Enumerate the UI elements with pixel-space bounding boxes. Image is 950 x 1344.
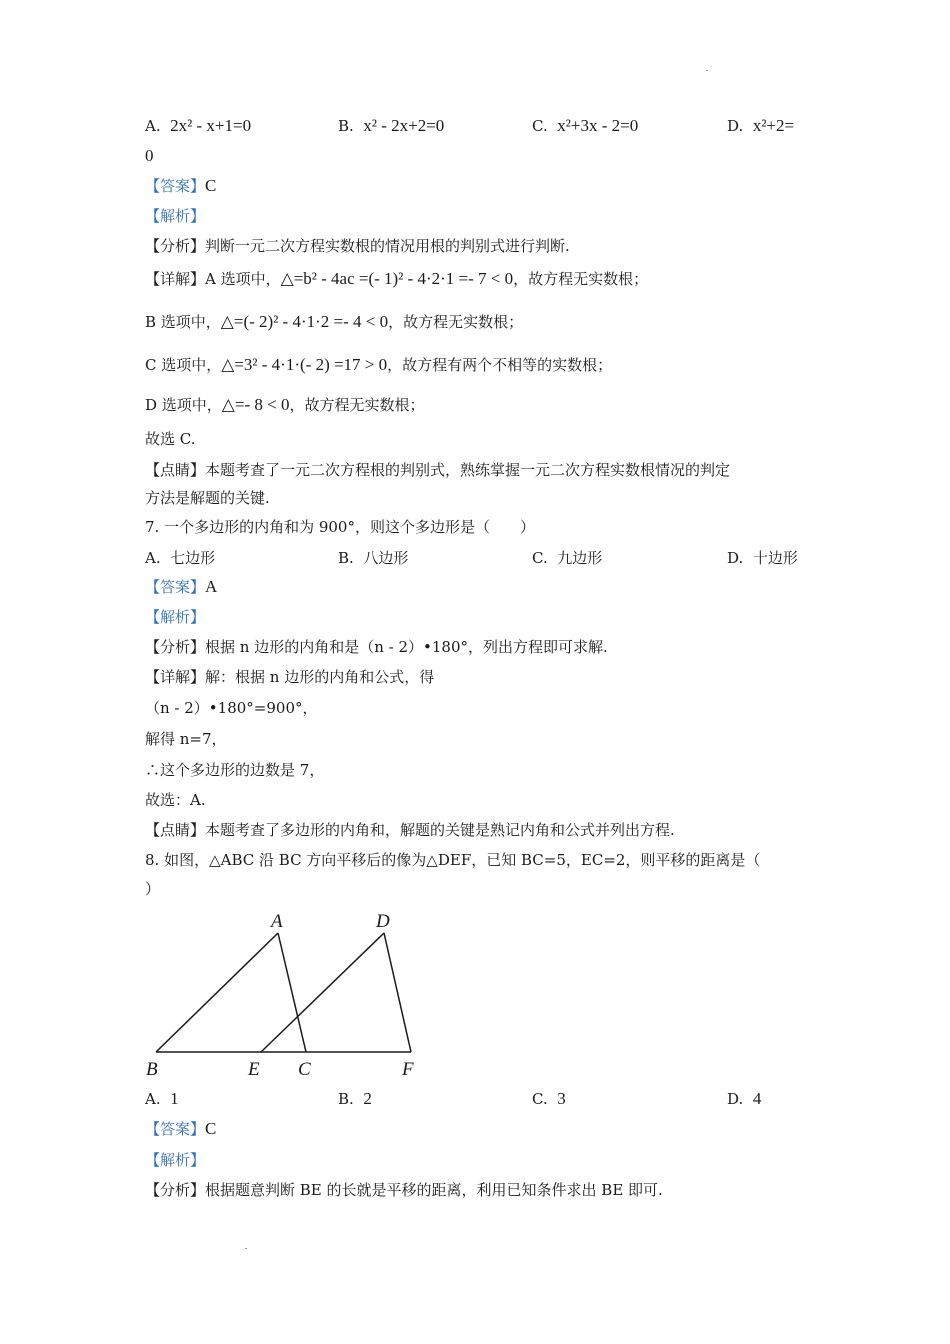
answer-tag: 【答案】 <box>145 578 206 596</box>
option-text: 2x² - x+1=0 <box>170 116 252 135</box>
q7-dianjing-line <box>145 820 675 840</box>
scan-dot <box>706 70 708 71</box>
option-text: x²+3x - 2=0 <box>557 116 639 135</box>
q8-stem-line-2: ） <box>145 880 161 898</box>
answer-value: C <box>205 1119 217 1138</box>
q6-detail-a <box>145 269 648 289</box>
discriminant-formula: △=- 8 < 0 <box>221 395 290 414</box>
q8-stem-line-1: 8. 如图，△ABC 沿 BC 方向平移后的像为△DEF，已知 BC=5，EC=2，则平移的距离是（ <box>145 851 761 869</box>
option-label: C. <box>532 117 548 135</box>
segment-df <box>384 933 411 1052</box>
translation-figure <box>140 905 430 1085</box>
option-label: A. <box>145 117 161 135</box>
option-label: A. <box>145 549 161 567</box>
option-text: 九边形 <box>557 549 603 567</box>
fenxi-text: 根据题意判断 BE 的长就是平移的距离，利用已知条件求出 BE 即可. <box>205 1181 663 1199</box>
option-text: x² - 2x+2=0 <box>363 116 445 135</box>
q7-step-2: 解得 n=7， <box>145 730 227 748</box>
vertex-label-e: E <box>248 1059 260 1080</box>
vertex-label-f: F <box>402 1059 414 1080</box>
detail-prefix: C 选项中， <box>145 356 222 374</box>
discriminant-formula: △=b² - 4ac =(- 1)² - 4·2·1 =- 7 < 0 <box>280 269 514 288</box>
option-label: C. <box>532 1090 548 1108</box>
dianjing-text: 本题考查了一元二次方程根的判别式，熟练掌握一元二次方程实数根情况的判定 <box>205 461 731 479</box>
q7-xiangjie-line <box>145 667 434 687</box>
vertex-label-b: B <box>146 1059 158 1080</box>
q6-option-d <box>727 116 794 136</box>
q6-dianjing-line-1 <box>145 460 730 480</box>
answer-tag: 【答案】 <box>145 177 206 195</box>
answer-value: A <box>205 577 218 596</box>
q6-conclusion: 故选 C. <box>145 430 196 448</box>
dianjing-tag: 【点睛】 <box>145 461 206 479</box>
q7-conclusion: 故选：A. <box>145 791 206 809</box>
option-text: 4 <box>752 1089 762 1108</box>
detail-suffix: ，故方程有两个不相等的实数根； <box>387 356 613 374</box>
q7-stem: 7. 一个多边形的内角和为 900°，则这个多边形是（ ） <box>145 518 535 536</box>
detail-prefix: D 选项中， <box>145 396 222 414</box>
option-label: D. <box>727 117 744 135</box>
q6-option-c <box>532 116 638 136</box>
q6-option-d-wrap: 0 <box>145 146 154 165</box>
xiangjie-tag: 【详解】 <box>145 668 206 686</box>
detail-suffix: ，故方程无实数根； <box>513 270 649 288</box>
q6-dianjing-line-2: 方法是解题的关键. <box>145 489 270 507</box>
option-text: 八边形 <box>363 549 409 567</box>
option-text: 1 <box>170 1089 179 1108</box>
dianjing-tag: 【点睛】 <box>145 821 206 839</box>
discriminant-formula: △=(- 2)² - 4·1·2 =- 4 < 0 <box>220 312 389 331</box>
fenxi-tag: 【分析】 <box>145 237 206 255</box>
vertex-label-a: A <box>271 911 283 932</box>
q7-step-1: （n - 2）•180°=900°， <box>145 699 318 717</box>
detail-suffix: ，故方程无实数根； <box>289 396 425 414</box>
fenxi-tag: 【分析】 <box>145 638 206 656</box>
discriminant-formula: △=3² - 4·1·(- 2) =17 > 0 <box>221 355 388 374</box>
q7-option-c <box>532 548 602 568</box>
option-label: B. <box>338 117 354 135</box>
option-text: 3 <box>557 1089 566 1108</box>
option-label: C. <box>532 549 548 567</box>
detail-suffix: ，故方程无实数根； <box>388 313 524 331</box>
q8-option-c <box>532 1089 566 1109</box>
q6-answer-line <box>145 176 216 196</box>
xiangjie-text: 解：根据 n 边形的内角和公式，得 <box>205 668 435 686</box>
fenxi-tag: 【分析】 <box>145 1181 206 1199</box>
detail-prefix: B 选项中， <box>145 313 221 331</box>
q6-analysis-tag: 【解析】 <box>145 207 206 225</box>
fenxi-text: 根据 n 边形的内角和是（n - 2）•180°，列出方程即可求解. <box>205 638 608 656</box>
detail-prefix: A 选项中， <box>205 270 281 288</box>
option-label: D. <box>727 1090 744 1108</box>
option-text: 七边形 <box>170 549 216 567</box>
q8-analysis-tag: 【解析】 <box>145 1151 206 1169</box>
q7-option-b <box>338 548 408 568</box>
vertex-label-d: D <box>376 911 390 932</box>
segment-ed <box>261 933 384 1052</box>
answer-tag: 【答案】 <box>145 1120 206 1138</box>
q8-option-d <box>727 1089 761 1109</box>
option-label: B. <box>338 1090 354 1108</box>
q6-option-a <box>145 116 251 136</box>
q6-detail-c <box>145 355 612 375</box>
option-label: B. <box>338 549 354 567</box>
q6-detail-d <box>145 395 424 415</box>
scan-dot <box>245 1248 247 1249</box>
q6-fenxi-line <box>145 236 570 256</box>
q7-answer-line <box>145 577 217 597</box>
q6-detail-b <box>145 312 523 332</box>
q8-answer-line <box>145 1119 216 1139</box>
fenxi-text: 判断一元二次方程实数根的情况用根的判别式进行判断. <box>205 237 570 255</box>
q7-option-a <box>145 548 215 568</box>
q7-step-3: ∴这个多边形的边数是 7， <box>145 761 325 779</box>
dianjing-text: 本题考查了多边形的内角和，解题的关键是熟记内角和公式并列出方程. <box>205 821 675 839</box>
q8-fenxi-line <box>145 1180 663 1200</box>
q8-option-b <box>338 1089 372 1109</box>
answer-value: C <box>205 176 217 195</box>
q7-fenxi-line <box>145 637 608 657</box>
q7-analysis-tag: 【解析】 <box>145 608 206 626</box>
segment-ab <box>156 933 278 1052</box>
vertex-label-c: C <box>298 1059 311 1080</box>
option-label: D. <box>727 549 744 567</box>
option-text: x²+2= <box>752 116 795 135</box>
option-text: 2 <box>363 1089 372 1108</box>
xiangjie-tag: 【详解】 <box>145 270 206 288</box>
option-label: A. <box>145 1090 161 1108</box>
q6-option-b <box>338 116 444 136</box>
segment-ac <box>278 933 306 1052</box>
option-text: 十边形 <box>752 549 798 567</box>
q7-option-d <box>727 548 798 568</box>
q8-option-a <box>145 1089 179 1109</box>
